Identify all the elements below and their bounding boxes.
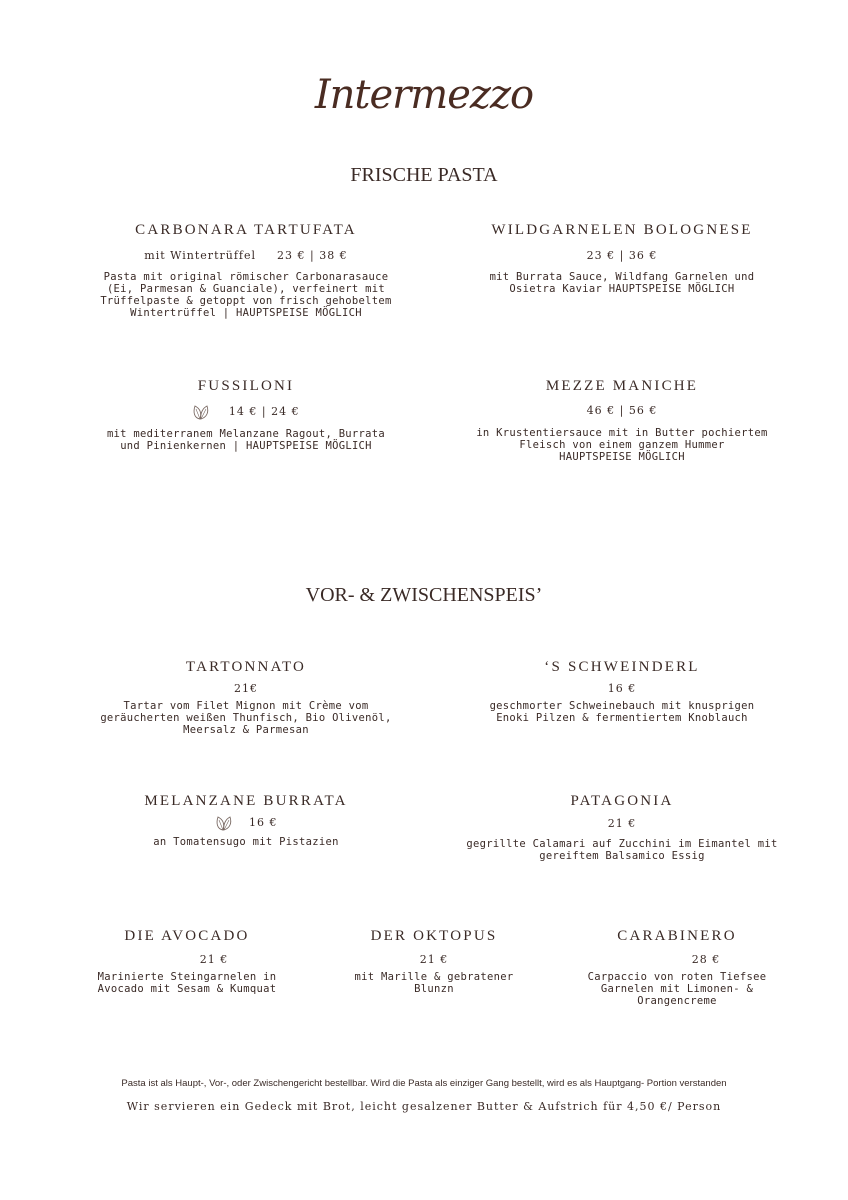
dish-description — [46, 971, 328, 995]
dish-price: 23 € | 36 € — [586, 249, 658, 262]
desc-line: (Ei, Parmesan & Guanciale), verfeinert mit — [106, 283, 386, 295]
desc-line: HAUPTSPEISE MÖGLICH — [559, 451, 685, 463]
menu-item — [436, 793, 808, 862]
desc-line: Garnelen mit Limonen- & — [600, 983, 754, 995]
leaf-icon — [192, 404, 210, 420]
dish-price: 21 € — [419, 953, 449, 966]
section-title-starters: VOR- & ZWISCHENSPEIS’ — [305, 584, 543, 606]
leaf-icon — [215, 815, 233, 831]
desc-line: Wintertrüffel | HAUPTSPEISE MÖGLICH — [130, 307, 362, 319]
menu-item — [60, 659, 432, 736]
dish-price-line — [60, 404, 432, 420]
dish-price: 46 € | 56 € — [586, 404, 658, 417]
menu-item — [436, 659, 808, 724]
desc-line: Pasta mit original römischer Carbonarasauce — [103, 271, 389, 283]
desc-line: gegrillte Calamari auf Zucchini im Eimantel mit — [466, 838, 778, 850]
dish-description — [60, 836, 432, 848]
dish-name: PATAGONIA — [570, 793, 674, 809]
dish-name: MEZZE MANICHE — [545, 378, 699, 394]
dish-name: CARBONARA TARTUFATA — [135, 222, 357, 238]
menu-item — [46, 928, 328, 995]
desc-line: an Tomatensugo mit Pistazien — [153, 836, 339, 848]
dish-name: DER OKTOPUS — [370, 928, 498, 944]
dish-description — [312, 971, 556, 995]
desc-line: Enoki Pilzen & fermentiertem Knoblauch — [496, 712, 748, 724]
dish-name: DIE AVOCADO — [124, 928, 250, 944]
dish-price-line — [60, 249, 432, 262]
desc-line: mit Burrata Sauce, Wildfang Garnelen und — [489, 271, 755, 283]
brand-logo: Intermezzo — [314, 72, 534, 118]
desc-line: mit Marille & gebratener — [354, 971, 514, 983]
desc-line: Carpaccio von roten Tiefsee — [587, 971, 767, 983]
dish-description — [436, 427, 808, 463]
desc-line: und Pinienkernen | HAUPTSPEISE MÖGLICH — [120, 440, 372, 452]
dish-price-prefix: mit Wintertrüffel — [144, 249, 256, 262]
dish-price-line — [60, 815, 432, 831]
dish-name: WILDGARNELEN BOLOGNESE — [491, 222, 753, 238]
desc-line: mit mediterranem Melanzane Ragout, Burrata — [106, 428, 386, 440]
desc-line: Fleisch von einem ganzem Hummer — [519, 439, 725, 451]
dish-name: MELANZANE BURRATA — [144, 793, 348, 809]
menu-item — [60, 222, 432, 319]
desc-line: Avocado mit Sesam & Kumquat — [97, 983, 277, 995]
dish-name: CARABINERO — [617, 928, 737, 944]
section-title-pasta: FRISCHE PASTA — [350, 164, 498, 186]
footer-cover-charge: Wir servieren ein Gedeck mit Brot, leicht gesalzener Butter & Aufstrich für 4,50 €/ Person — [126, 1100, 722, 1113]
menu-item — [60, 378, 432, 452]
menu-item — [436, 378, 808, 463]
dish-name: ‘S SCHWEINDERL — [544, 659, 700, 675]
dish-name: TARTONNATO — [185, 659, 307, 675]
desc-line: Orangencreme — [637, 995, 717, 1007]
desc-line: in Krustentiersauce mit in Butter pochiertem — [476, 427, 768, 439]
dish-description — [60, 428, 432, 452]
footer-note: Pasta ist als Haupt-, Vor-, oder Zwischengericht bestellbar. Wird die Pasta als einziger Gang bestellt, wird es als Hauptgang- Portion verstanden — [121, 1078, 727, 1089]
menu-item — [546, 928, 808, 1007]
dish-description — [436, 271, 808, 295]
desc-line: Osietra Kaviar HAUPTSPEISE MÖGLICH — [509, 283, 735, 295]
menu-item — [60, 793, 432, 848]
menu-item — [312, 928, 556, 995]
dish-price: 16 € — [249, 816, 278, 829]
desc-line: Trüffelpaste & getoppt von frisch gehobeltem — [100, 295, 392, 307]
desc-line: Marinierte Steingarnelen in — [97, 971, 277, 983]
dish-price: 23 € | 38 € — [277, 249, 348, 262]
dish-price: 28 € — [691, 953, 721, 966]
dish-name: FUSSILONI — [197, 378, 295, 394]
dish-price: 14 € | 24 € — [228, 405, 300, 418]
desc-line: geräucherten weißen Thunfisch, Bio Olivenöl, — [100, 712, 392, 724]
dish-description — [436, 838, 808, 862]
desc-line: geschmorter Schweinebauch mit knusprigen — [489, 700, 755, 712]
desc-line: Meersalz & Parmesan — [183, 724, 309, 736]
dish-price: 16 € — [607, 682, 637, 695]
dish-description — [546, 971, 808, 1007]
desc-line: Tartar vom Filet Mignon mit Crème vom — [123, 700, 369, 712]
dish-price: 21€ — [234, 682, 258, 695]
dish-price: 21 € — [199, 953, 229, 966]
desc-line: Blunzn — [414, 983, 454, 995]
menu-item — [436, 222, 808, 295]
dish-description — [436, 700, 808, 724]
desc-line: gereiftem Balsamico Essig — [539, 850, 705, 862]
dish-price: 21 € — [607, 817, 637, 830]
dish-description — [60, 700, 432, 736]
dish-description — [60, 271, 432, 319]
